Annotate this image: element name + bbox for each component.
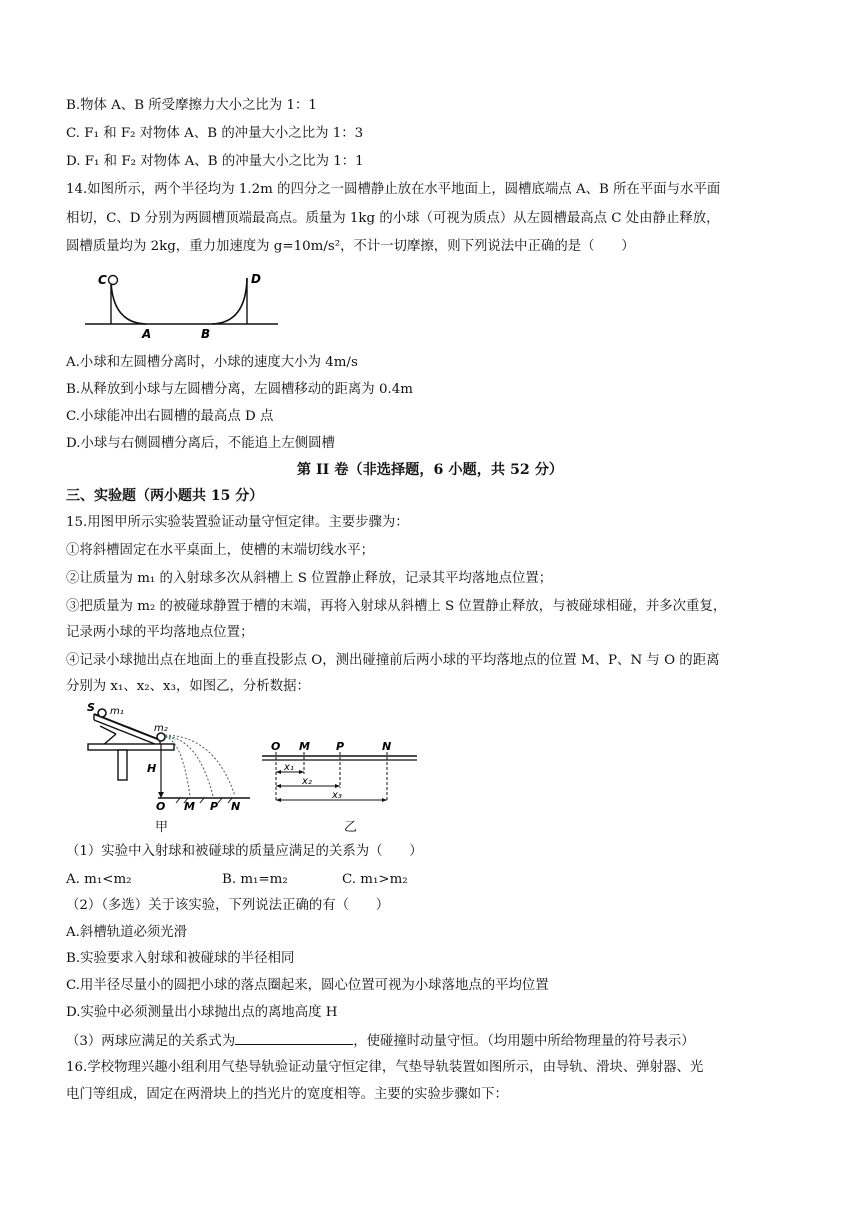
label-n: N (231, 800, 241, 812)
label-n: N (382, 740, 392, 753)
q15-sub3 (66, 1030, 695, 1052)
section-3-title: 三、实验题（两小题共 15 分） (66, 488, 264, 504)
label-o: O (271, 740, 281, 753)
q15-sub1-option-a: A. m₁<m₂ (66, 872, 132, 887)
q15-sub1-option-c: C. m₁>m₂ (342, 872, 408, 887)
q15-figure-right (262, 732, 422, 812)
section-2-title: 第 II 卷（非选择题，6 小题，共 52 分） (296, 462, 564, 478)
label-d: D (251, 272, 261, 286)
caption-left: 甲 (155, 820, 169, 835)
label-o: O (156, 800, 166, 812)
label-m1: m₁ (110, 706, 124, 717)
q15-sub2-option-c: C.用半径尽量小的圆把小球的落点圈起来，圆心位置可视为小球落地点的平均位置 (66, 978, 549, 993)
q15-sub2-option-a: A.斜槽轨道必须光滑 (66, 925, 188, 940)
label-m: M (299, 740, 310, 753)
right-groove-arc (212, 278, 247, 324)
q15-stem-line-1: 15.用图甲所示实验装置验证动量守恒定律。主要步骤为： (66, 515, 409, 530)
q14-option-d: D.小球与右侧圆槽分离后，不能追上左侧圆槽 (66, 436, 335, 451)
q14-stem-line-2: 相切，C、D 分别为两圆槽顶端最高点。质量为 1kg 的小球（可视为质点）从左圆槽最高点 C 处由静止释放， (66, 211, 720, 226)
q15-stem-line-6: ④记录小球抛出点在地面上的垂直投影点 O，测出碰撞前后两小球的平均落地点的位置 M、P、N 与 O 的距离 (66, 653, 720, 668)
caption-right: 乙 (344, 820, 358, 835)
q14-stem-line-1: 14.如图所示，两个半径均为 1.2m 的四分之一圆槽静止放在水平地面上，圆槽底端点 A、B 所在平面与水平面 (66, 182, 721, 197)
q15-figure-left (80, 700, 250, 812)
q14-option-a: A.小球和左圆槽分离时，小球的速度大小为 4m/s (66, 355, 358, 370)
q13-option-b: B.物体 A、B 所受摩擦力大小之比为 1：1 (66, 98, 317, 113)
label-p: P (336, 740, 345, 753)
label-b: B (201, 327, 211, 340)
q16-stem-line-2: 电门等组成，固定在两滑块上的挡光片的宽度相等。主要的实验步骤如下： (66, 1087, 508, 1102)
label-h: H (147, 762, 157, 775)
q13-option-d: D. F₁ 和 F₂ 对物体 A、B 的冲量大小之比为 1：1 (66, 154, 364, 169)
q15-stem-line-3: ②让质量为 m₁ 的入射球多次从斜槽上 S 位置静止释放，记录其平均落地点位置； (66, 571, 553, 586)
label-m2: m₂ (154, 723, 168, 734)
label-m: M (184, 800, 195, 812)
q14-option-b: B.从释放到小球与左圆槽分离，左圆槽移动的距离为 0.4m (66, 382, 413, 397)
label-x2: x₂ (302, 776, 312, 787)
label-x1: x₁ (284, 762, 294, 773)
ball-m2 (157, 733, 165, 741)
q15-stem-line-5: 记录两小球的平均落地点位置； (66, 625, 254, 640)
label-s: S (87, 701, 95, 714)
q14-stem-line-3: 圆槽质量均为 2kg，重力加速度为 g=10m/s²，不计一切摩擦，则下列说法中正确的是（ ） (66, 239, 635, 254)
q15-sub2: （2）（多选）关于该实验，下列说法正确的有（ ） (66, 898, 390, 913)
q15-sub1: （1）实验中入射球和被碰球的质量应满足的关系为（ ） (66, 844, 423, 859)
q15-sub2-option-d: D.实验中必须测量出小球抛出点的离地高度 H (66, 1005, 338, 1020)
label-p: P (210, 800, 219, 812)
label-c: C (98, 273, 107, 287)
q15-stem-line-7: 分别为 x₁、x₂、x₃，如图乙，分析数据： (66, 679, 310, 694)
q15-sub3-before: （3）两球应满足的关系式为 (66, 1034, 236, 1049)
label-x3: x₃ (332, 790, 342, 801)
left-groove-arc (111, 282, 146, 324)
q14-figure (80, 268, 280, 340)
answer-blank[interactable] (235, 1030, 353, 1045)
q15-sub2-option-b: B.实验要求入射球和被碰球的半径相同 (66, 951, 295, 966)
q15-stem-line-2: ①将斜槽固定在水平桌面上，使槽的末端切线水平； (66, 543, 374, 558)
q16-stem-line-1: 16.学校物理兴趣小组利用气垫导轨验证动量守恒定律，气垫导轨装置如图所示，由导轨、滑块、弹射器、光 (66, 1060, 704, 1075)
q14-option-c: C.小球能冲出右圆槽的最高点 D 点 (66, 409, 274, 424)
q15-stem-line-4: ③把质量为 m₂ 的被碰球静置于槽的末端，再将入射球从斜槽上 S 位置静止释放，与被碰球相碰，并多次重复， (66, 599, 727, 614)
q15-sub3-after: ，使碰撞时动量守恒。（均用题中所给物理量的符号表示） (353, 1034, 695, 1049)
q13-option-c: C. F₁ 和 F₂ 对物体 A、B 的冲量大小之比为 1：3 (66, 126, 364, 141)
ball (109, 276, 118, 285)
label-a: A (142, 327, 152, 340)
q15-sub1-option-b: B. m₁=m₂ (222, 872, 288, 887)
ball-m1 (98, 709, 106, 717)
